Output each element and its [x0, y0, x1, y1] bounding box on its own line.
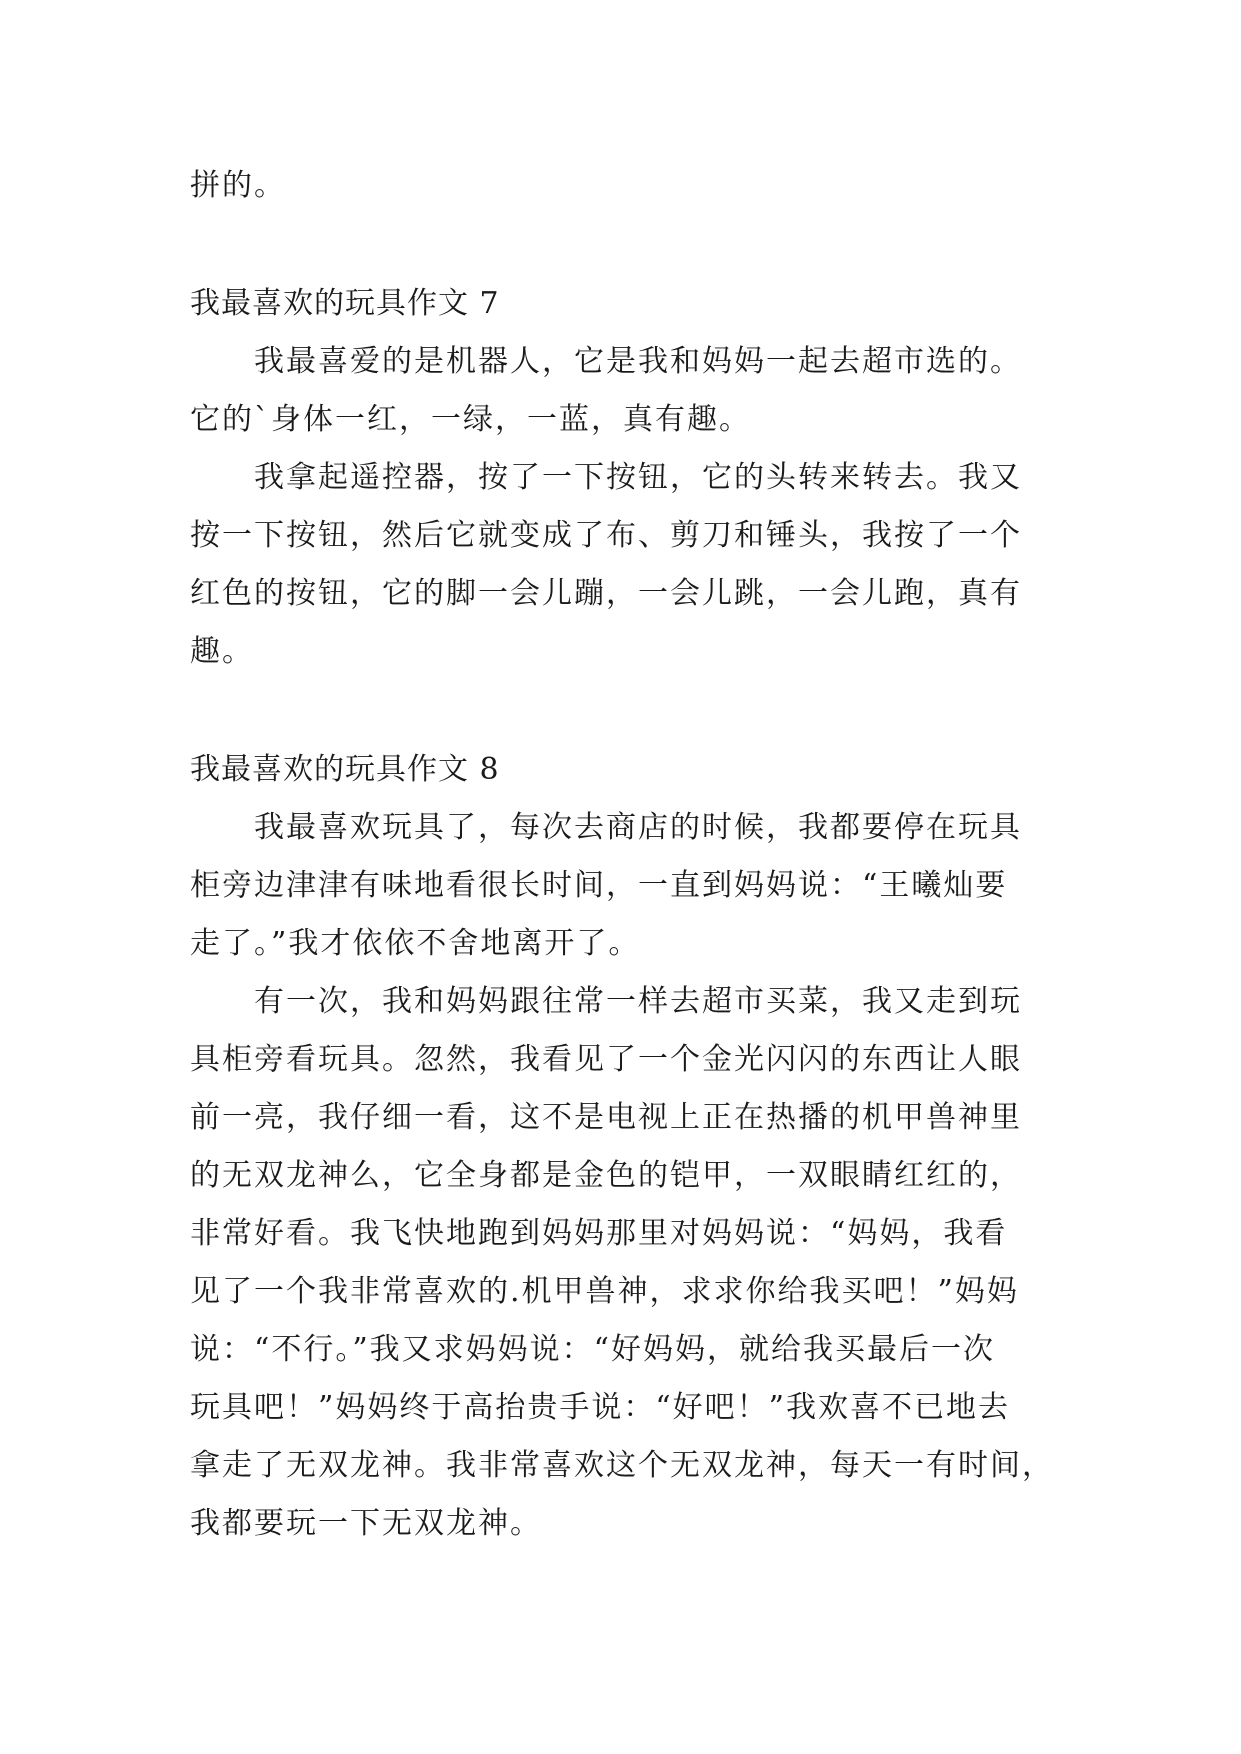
- section-8-paragraph-2-line-3: 前一亮，我仔细一看，这不是电视上正在热播的机甲兽神里: [190, 1100, 1022, 1135]
- section-8-paragraph-2-line-10: 我都要玩一下无双龙神。: [190, 1506, 542, 1541]
- section-8-heading: 我最喜欢的玩具作文 8: [190, 752, 500, 787]
- section-7-paragraph-1-line-2: 它的`身体一红，一绿，一蓝，真有趣。: [190, 402, 751, 437]
- section-8-paragraph-1-line-3: 走了。”我才依依不舍地离开了。: [190, 926, 641, 961]
- intro-tail-text: 拼的。: [190, 168, 286, 203]
- section-8-paragraph-2-line-2: 具柜旁看玩具。忽然，我看见了一个金光闪闪的东西让人眼: [190, 1042, 1022, 1077]
- section-7-paragraph-1-line-1: 我最喜爱的是机器人，它是我和妈妈一起去超市选的。: [254, 344, 1022, 379]
- section-8-paragraph-2-line-8: 玩具吧！”妈妈终于高抬贵手说：“好吧！”我欢喜不已地去: [190, 1390, 1011, 1425]
- section-7-paragraph-2-line-3: 红色的按钮，它的脚一会儿蹦，一会儿跳，一会儿跑，真有: [190, 576, 1022, 611]
- section-7-paragraph-2-line-1: 我拿起遥控器，按了一下按钮，它的头转来转去。我又: [254, 460, 1022, 495]
- section-7-paragraph-2-line-2: 按一下按钮，然后它就变成了布、剪刀和锤头，我按了一个: [190, 518, 1022, 553]
- section-7-paragraph-2-line-4: 趣。: [190, 634, 254, 669]
- section-8-paragraph-2-line-5: 非常好看。我飞快地跑到妈妈那里对妈妈说：“妈妈，我看: [190, 1216, 1008, 1251]
- section-8-paragraph-2-line-4: 的无双龙神么，它全身都是金色的铠甲，一双眼睛红红的，: [190, 1158, 1022, 1193]
- section-8-paragraph-1-line-2: 柜旁边津津有味地看很长时间，一直到妈妈说：“王曦灿要: [190, 868, 1008, 903]
- section-8-paragraph-1-line-1: 我最喜欢玩具了，每次去商店的时候，我都要停在玩具: [254, 810, 1022, 845]
- section-8-paragraph-2-line-1: 有一次，我和妈妈跟往常一样去超市买菜，我又走到玩: [254, 984, 1022, 1019]
- section-8-paragraph-2-line-9: 拿走了无双龙神。我非常喜欢这个无双龙神，每天一有时间，: [190, 1448, 1054, 1483]
- section-8-paragraph-2-line-7: 说：“不行。”我又求妈妈说：“好妈妈，就给我买最后一次: [190, 1332, 996, 1367]
- section-8-paragraph-2-line-6: 见了一个我非常喜欢的.机甲兽神，求求你给我买吧！”妈妈: [190, 1274, 1019, 1309]
- section-7-heading: 我最喜欢的玩具作文 7: [190, 286, 500, 321]
